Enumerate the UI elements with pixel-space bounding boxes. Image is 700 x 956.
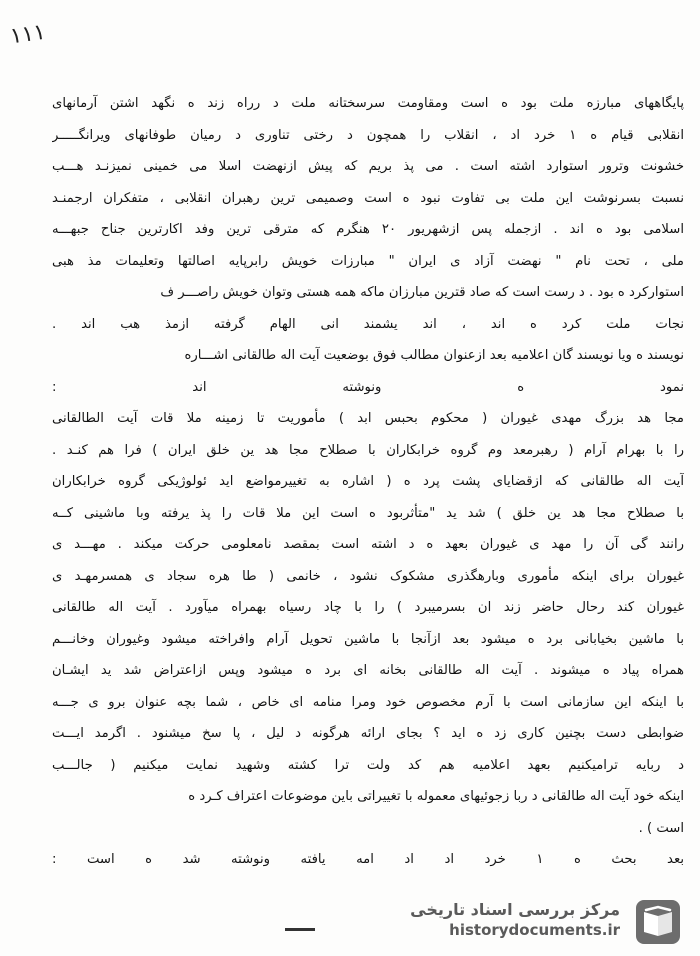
text-line: ضوابطی دست بچنین کاری زد ه اید ؟ بجای ارائه هرگونه د لیل ، پا سخ میشنود . اگرمد ایـــت xyxy=(52,726,684,741)
watermark-title: مرکز بررسی اسناد تاریخی xyxy=(410,900,620,919)
text-line: بعد بحث ه ۱ خرد اد اد امه یافته ونوشته شد ه است : xyxy=(52,852,684,867)
text-line: با صطلاح مجا هد ین خلق ) شد ید "متأثربود ه است این ملا قات را پذ یرفته وبا ماشینی کــه xyxy=(52,505,684,521)
text-line: نجات ملت کرد ه اند ، اند یشمند انی الهام گرفته ازمذ هب اند . xyxy=(52,316,684,332)
text-line: است ) . xyxy=(638,820,684,836)
text-line: مجا هد بزرگ مهدی غیوران ( محکوم بحبس ابد ) مأموریت تا زمینه ملا قات آیت الطالقانی xyxy=(52,411,684,426)
text-line: با ماشین بخیابانی برد ه میشود بعد ازآنجا با ماشین تحویل آرام وافراخته میشود وغیوران وخانـــم xyxy=(52,631,684,647)
text-line: خشونت وترور استوارد اشته است . می پذ بریم که پیش ازنهضت اسلا می خمینی نمیزنـد هـــب xyxy=(52,159,684,174)
text-line: نویسند ه ویا نویسند گان اعلامیه بعد ازعنوان مطالب فوق بوضعیت آیت اله طالقانی اشـــاره xyxy=(184,348,684,363)
text-line: پایگاههای مبارزه ملت بود ه است ومقاومت سرسختانه ملت د رراه زند ه نگهد اشتن آرمانهای xyxy=(52,96,684,111)
page-bottom-mark xyxy=(285,928,315,931)
watermark-text xyxy=(410,900,620,939)
archive-watermark xyxy=(410,896,690,948)
text-line: غیوران کند رحال حاضر زند ان بسرمیبرد ) را با چاد رسیاه بهمراه میآورد . آیت اله طالقانی xyxy=(52,600,684,615)
text-line: همراه پیاد ه میشوند . آیت اله طالقانی بخانه ای برد ه میشود وپس ازاعتراض شد ید ایشـان xyxy=(52,663,684,678)
text-line: رانند گی آن را مهد ی غیوران بعهد ه د اشته است بمقصد نامعلومی حرکت میکند . مهـــد ی xyxy=(52,537,684,552)
text-line: را با بهرام آرام ( رهبرمعد وم گروه خرابکاران با صطلاح مجا هد ین خلق ایران ) فرا هم کنـد . xyxy=(52,442,684,458)
page-number: ۱۱۱ xyxy=(8,19,48,50)
text-line: با اینکه این سازمانی است با آرم مخصوص خود ومرا منامه ای خاص ، شما بچه عنوان برو ی جـــه xyxy=(52,694,684,710)
watermark-url: historydocuments.ir xyxy=(449,921,620,939)
document-body xyxy=(52,88,684,876)
text-line: ملی ، تحت نام " نهضت آزاد ی ایران " مبارزات خویش رابرپایه اصالتها وتعلیمات مذ هبی xyxy=(52,253,684,269)
text-line: اینکه خود آیت اله طالقانی د ربا زجوئیهای معموله با تغییراتی باین موضوعات اعتراف کـرد ه xyxy=(188,789,684,804)
book-logo-icon xyxy=(634,898,682,946)
text-line: آیت اله طالقانی که ازقضایای پشت پرد ه ( اشاره به تغییرمواضع اید ئولوژیکی گروه خرابکاران xyxy=(52,474,684,489)
text-line: انقلابی قیام ه ۱ خرد اد ، انقلاب را همچون د رختی تناوری د رمیان طوفانهای ویرانگـــــر xyxy=(52,127,684,143)
text-line: استوارکرد ه بود . د رست است که صاد قترین مبارزان ماکه همه هستی وتوان خویش راصـــر ف xyxy=(160,285,684,300)
text-line: غیوران برای اینکه مأموری وبارهگذری مشکوک نشود ، خانمی ( طا هره سجاد ی همسرمهـد ی xyxy=(52,568,684,584)
text-line: نسبت بسرنوشت این ملت بی تفاوت نبود ه است وصمیمی ترین رهبران انقلابی ، متفکران ارجمنـد xyxy=(52,190,684,206)
text-line: د ربایه تراميکنیم بعهد اعلامیه هم کد ولت ترا کشته وشهید نمایت میکنیم ( جالـــب xyxy=(52,757,684,773)
text-line: اسلامی بود ه اند . ازجمله پس ازشهریور ۲۰ هنگرم که مترقی ترین وفد اکارترین جناح جبهـــه xyxy=(52,222,684,237)
text-line: نمود ه ونوشته اند : xyxy=(52,379,684,395)
